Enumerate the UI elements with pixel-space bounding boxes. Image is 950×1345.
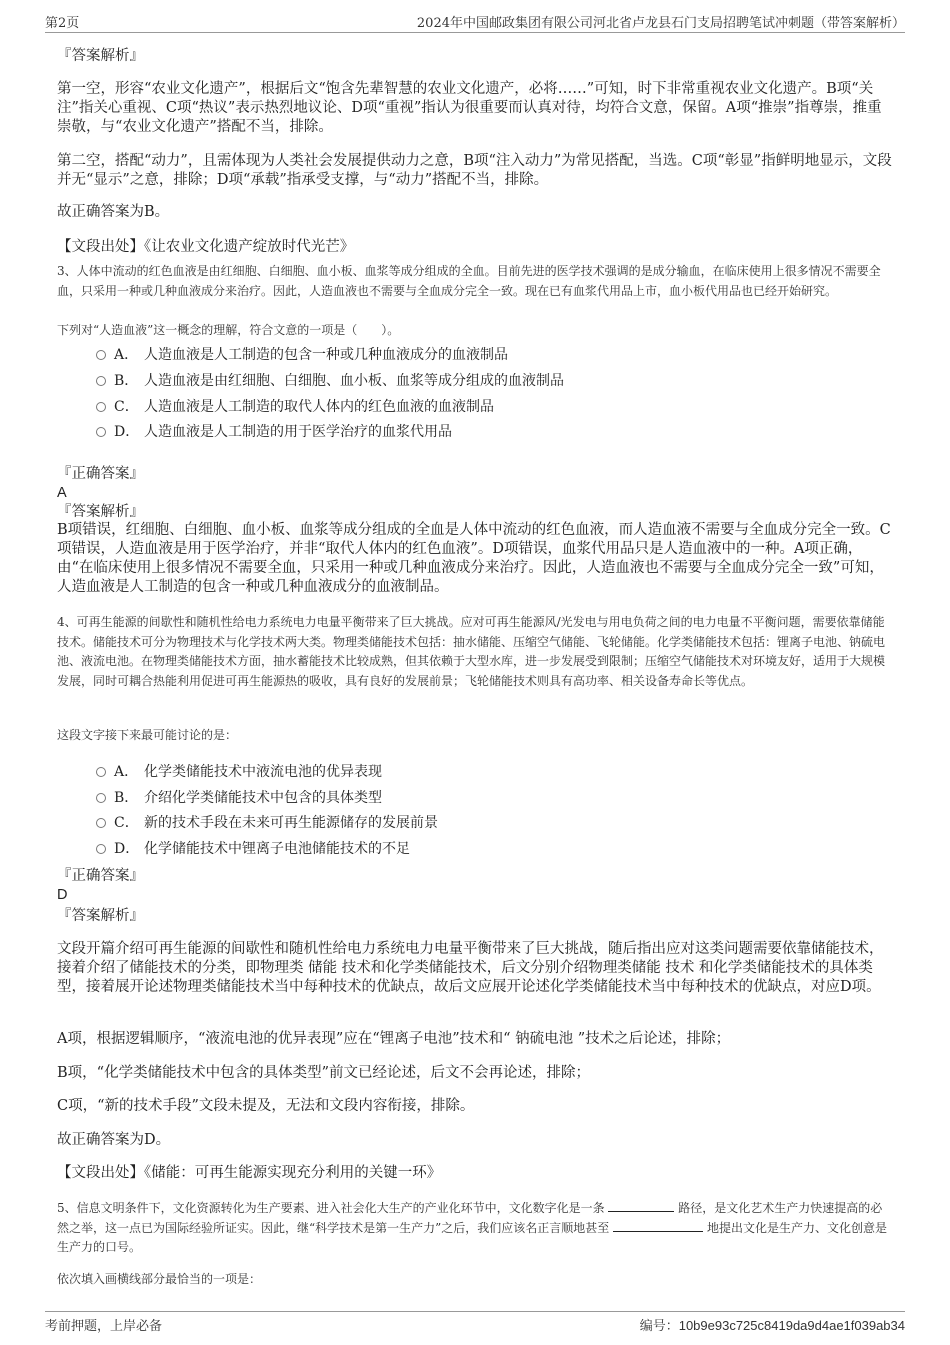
q4-analysis-pc: C项，“新的技术手段”文段未提及，无法和文段内容衔接，排除。	[57, 1098, 475, 1114]
q4-analysis-p1: 文段开篇介绍可再生能源的间歇性和随机性给电力系统电力电量平衡带来了巨大挑战，随后指出应对这类问题需要依靠储能技术，接着介绍了储能技术的分类，即物理类 储能 技术和化学类储能技术，后文分别介绍物理类储能 技术 和化学类储能技术的具体类型，接着展开论述物理类储能技术当中每种技术的优缺点，故后文应展开论述化学类储能技术当中每种技术的优缺点，对应D项。	[57, 941, 884, 995]
q2-analysis-p1: 第一空，形容“农业文化遗产”，根据后文“饱含先辈智慧的农业文化遗产，必将……”可知，时下非常重视农业文化遗产。B项“关注”指关心重视、C项“热议”表示热烈地议论、D项“重视”指认为很重要而认真对待，均符合文意，保留。A项“推崇”指尊崇，推重崇敬，与“农业文化遗产”搭配不当，排除。	[57, 81, 882, 135]
page-footer	[45, 1311, 905, 1334]
q3-answer: A	[57, 485, 67, 501]
q4-option-c[interactable]: C． 新的技术手段在未来可再生能源储存的发展前景	[96, 813, 438, 833]
fill-blank-1[interactable]	[608, 1199, 674, 1212]
radio-icon[interactable]	[96, 767, 106, 777]
radio-icon[interactable]	[96, 350, 106, 360]
q4-stem: 4、可再生能源的间歇性和随机性给电力系统电力电量平衡带来了巨大挑战。应对可再生能源风/光发电与用电负荷之间的电力电量不平衡问题，需要依靠储能技术。储能技术可分为物理技术与化学技术两大类。物理类储能技术包括：抽水储能、压缩空气储能、飞轮储能。化学类储能技术包括：锂离子电池、钠硫电池、液流电池。在物理类储能技术方面，抽水蓄能技术比较成熟，但其依赖于大型水库，进一步发展受到限制；压缩空气储能技术对环境友好，适用于大规模发展，同时可耦合热能利用促进可再生能源热的吸收，具有良好的发展前景；飞轮储能技术则具有高功率、相关设备寿命长等优点。	[57, 615, 886, 688]
q4-analysis-title: 『答案解析』	[57, 908, 144, 924]
radio-icon[interactable]	[96, 844, 106, 854]
q3-answer-title: 『正确答案』	[57, 466, 144, 482]
q4-analysis-pa: A项，根据逻辑顺序，“液流电池的优异表现”应在“锂离子电池”技术和“ 钠硫电池 ”技术之后论述，排除；	[57, 1031, 731, 1047]
q4-answer: D	[57, 887, 68, 903]
radio-icon[interactable]	[96, 427, 106, 437]
q4-option-d[interactable]: D． 化学储能技术中锂离子电池储能技术的不足	[96, 839, 410, 859]
page-header	[45, 10, 905, 33]
q3-analysis-title: 『答案解析』	[57, 504, 144, 520]
q2-conclusion: 故正确答案为B。	[57, 204, 170, 220]
q3-stem: 3、人体中流动的红色血液是由红细胞、白细胞、血小板、血浆等成分组成的全血。目前先进的医学技术强调的是成分输血，在临床使用上很多情况不需要全血，只采用一种或几种血液成分来治疗。因此，人造血液也不需要与全血成分完全一致。现在已有血浆代用品上市，血小板代用品也已经开始研究。	[57, 264, 881, 298]
q4-option-b[interactable]: B． 介绍化学类储能技术中包含的具体类型	[96, 788, 382, 808]
q4-question: 这段文字接下来最可能讨论的是：	[57, 728, 238, 742]
q5-question: 依次填入画横线部分最恰当的一项是：	[57, 1272, 262, 1286]
document-title: 2024年中国邮政集团有限公司河北省卢龙县石门支局招聘笔试冲刺题（带答案解析）	[416, 16, 905, 31]
q3-option-d[interactable]: D． 人造血液是人工制造的用于医学治疗的血浆代用品	[96, 422, 452, 442]
q4-source: 【文段出处】《储能：可再生能源实现充分利用的关键一环》	[57, 1165, 442, 1181]
q4-conclusion: 故正确答案为D。	[57, 1132, 171, 1148]
q2-analysis-title: 『答案解析』	[57, 48, 144, 64]
fill-blank-2[interactable]	[613, 1219, 703, 1232]
radio-icon[interactable]	[96, 376, 106, 386]
q5-stem: 5、信息文明条件下，文化资源转化为生产要素、进入社会化大生产的产业化环节中，文化数字化是一条 路径，是文化艺术生产力快速提高的必然之举，这一点已为国际经验所证实。因此，继“科学技术是第一生产力”之后，我们应该名正言顺地甚至 地提出文化是生产力、文化创意是生产力的口号。	[57, 1201, 887, 1254]
q3-analysis: B项错误，红细胞、白细胞、血小板、血浆等成分组成的全血是人体中流动的红色血液，而人造血液不需要与全血成分完全一致。C项错误，人造血液是用于医学治疗，并非“取代人体内的红色血液”。D项错误，血浆代用品只是人造血液中的一种。A项正确，由“在临床使用上很多情况不需要全血，只采用一种或几种血液成分来治疗。因此，人造血液也不需要与全血成分完全一致”可知，人造血液是人工制造的包含一种或几种血液成分的血液制品。	[57, 522, 891, 595]
footer-slogan: 考前押题，上岸必备	[45, 1319, 163, 1334]
q4-option-a[interactable]: A． 化学类储能技术中液流电池的优异表现	[96, 762, 382, 782]
q2-analysis-p2: 第二空，搭配“动力”，且需体现为人类社会发展提供动力之意，B项“注入动力”为常见搭配，当选。C项“彰显”指鲜明地显示，文段并无“显示”之意，排除；D项“承载”指承受支撑，与“动力”搭配不当，排除。	[57, 153, 892, 188]
q3-question: 下列对“人造血液”这一概念的理解，符合文意的一项是（ ）。	[57, 323, 400, 337]
radio-icon[interactable]	[96, 793, 106, 803]
q3-option-a[interactable]: A． 人造血液是人工制造的包含一种或几种血液成分的血液制品	[96, 345, 508, 365]
q2-source: 【文段出处】《让农业文化遗产绽放时代光芒》	[57, 239, 355, 255]
q4-analysis-pb: B项，“化学类储能技术中包含的具体类型”前文已经论述，后文不会再论述，排除；	[57, 1065, 590, 1081]
radio-icon[interactable]	[96, 818, 106, 828]
q3-option-b[interactable]: B． 人造血液是由红细胞、白细胞、血小板、血浆等成分组成的血液制品	[96, 371, 564, 391]
q4-answer-title: 『正确答案』	[57, 868, 144, 884]
radio-icon[interactable]	[96, 402, 106, 412]
document-code: 编号：10b9e93c725c8419da9d4ae1f039ab34	[639, 1318, 905, 1334]
q3-option-c[interactable]: C． 人造血液是人工制造的取代人体内的红色血液的血液制品	[96, 397, 494, 417]
page-number: 第2页	[45, 16, 80, 31]
